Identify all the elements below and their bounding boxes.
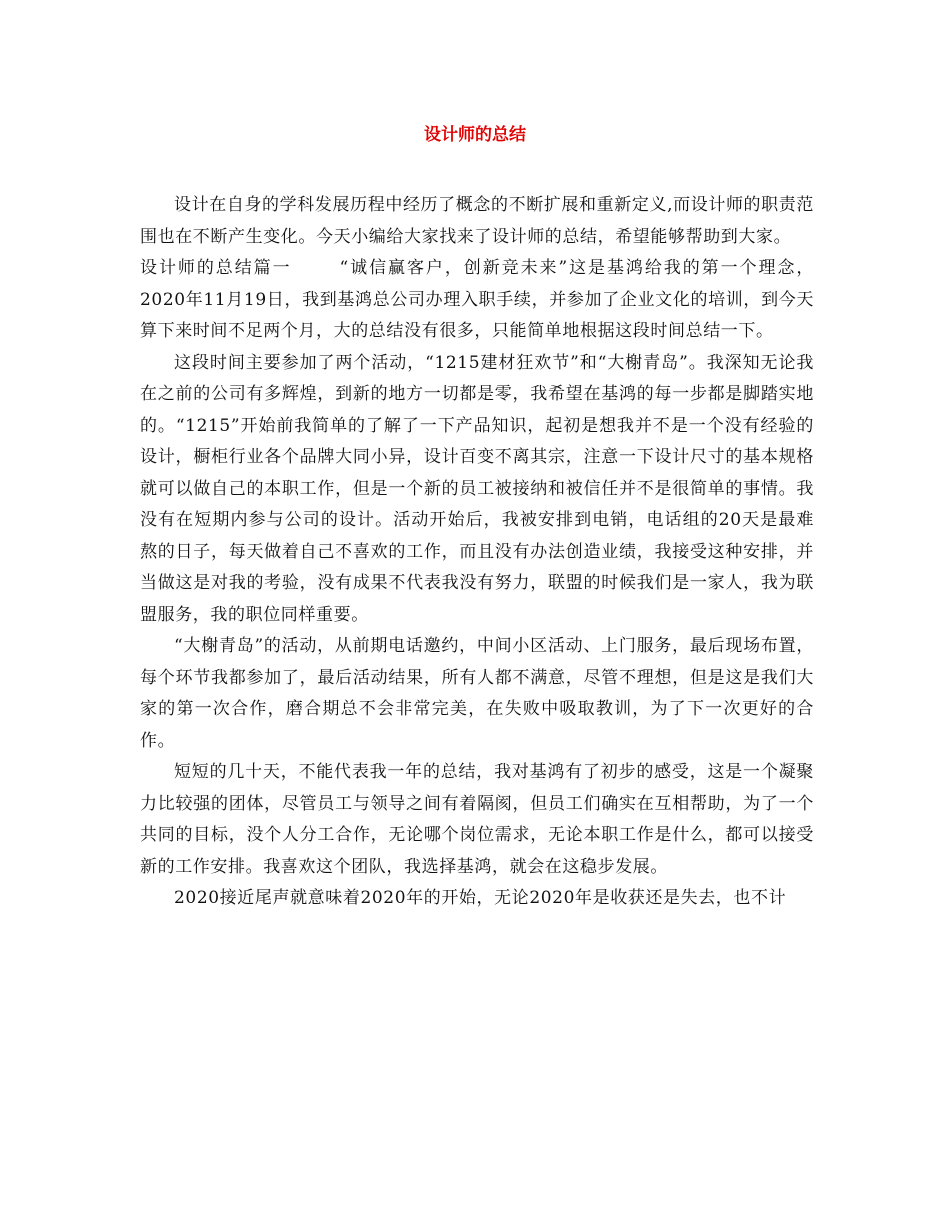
- body-paragraph-4: 2020接近尾声就意味着2020年的开始，无论2020年是收获还是失去，也不计: [174, 888, 787, 908]
- body-paragraph-3: 短短的几十天，不能代表我一年的总结，我对基鸿有了初步的感受，这是一个凝聚力比较强的团体，尽管员工与领导之间有着隔阂，但员工们确实在互相帮助，为了一个共同的目标，没个人分工合作，无论哪个岗位需求，无论本职工作是什么，都可以接受新的工作安排。我喜欢这个团队，我选择基鸿，就会在这稳步发展。: [140, 762, 814, 877]
- section-heading: 设计师的总结篇一: [140, 258, 292, 278]
- document-title: 设计师的总结: [424, 125, 526, 145]
- body-paragraph-1: 这段时间主要参加了两个活动，“1215建材狂欢节”和“大榭青岛”。我深知无论我在之前的公司有多辉煌，到新的地方一切都是零，我希望在基鸿的每一步都是脚踏实地的。“1215”开始前我简单的了解了一下产品知识，起初是想我并不是一个没有经验的设计，橱柜行业各个品牌大同小异，设计百变不离其宗，注意一下设计尺寸的基本规格就可以做自己的本职工作，但是一个新的员工被接纳和被信任并不是很简单的事情。我没有在短期内参与公司的设计。活动开始后，我被安排到电销，电话组的20天是最难熬的日子，每天做着自己不喜欢的工作，而且没有办法创造业绩，我接受这种安排，并当做这是对我的考验，没有成果不代表我没有努力，联盟的时候我们是一家人，我为联盟服务，我的职位同样重要。: [140, 352, 814, 625]
- section-first-text: “诚信赢客户，创新竞未来”这是基鸿给我的第一个理念，2020年11月19日，我到基鸿总公司办理入职手续，并参加了企业文化的培训，到今天算下来时间不足两个月，大的总结没有很多，只能简单地根据这段时间总结一下。: [140, 258, 814, 341]
- document-body: [140, 190, 814, 915]
- body-paragraph-2: “大榭青岛”的活动，从前期电话邀约，中间小区活动、上门服务，最后现场布置，每个环节我都参加了，最后活动结果，所有人都不满意，尽管不理想，但是这是我们大家的第一次合作，磨合期总不会非常完美，在失败中吸取教训，为了下一次更好的合作。: [140, 636, 814, 751]
- intro-paragraph: 设计在自身的学科发展历程中经历了概念的不断扩展和重新定义,而设计师的职责范围也在不断产生变化。今天小编给大家找来了设计师的总结，希望能够帮助到大家。: [140, 195, 814, 247]
- section-paragraph: [140, 253, 814, 348]
